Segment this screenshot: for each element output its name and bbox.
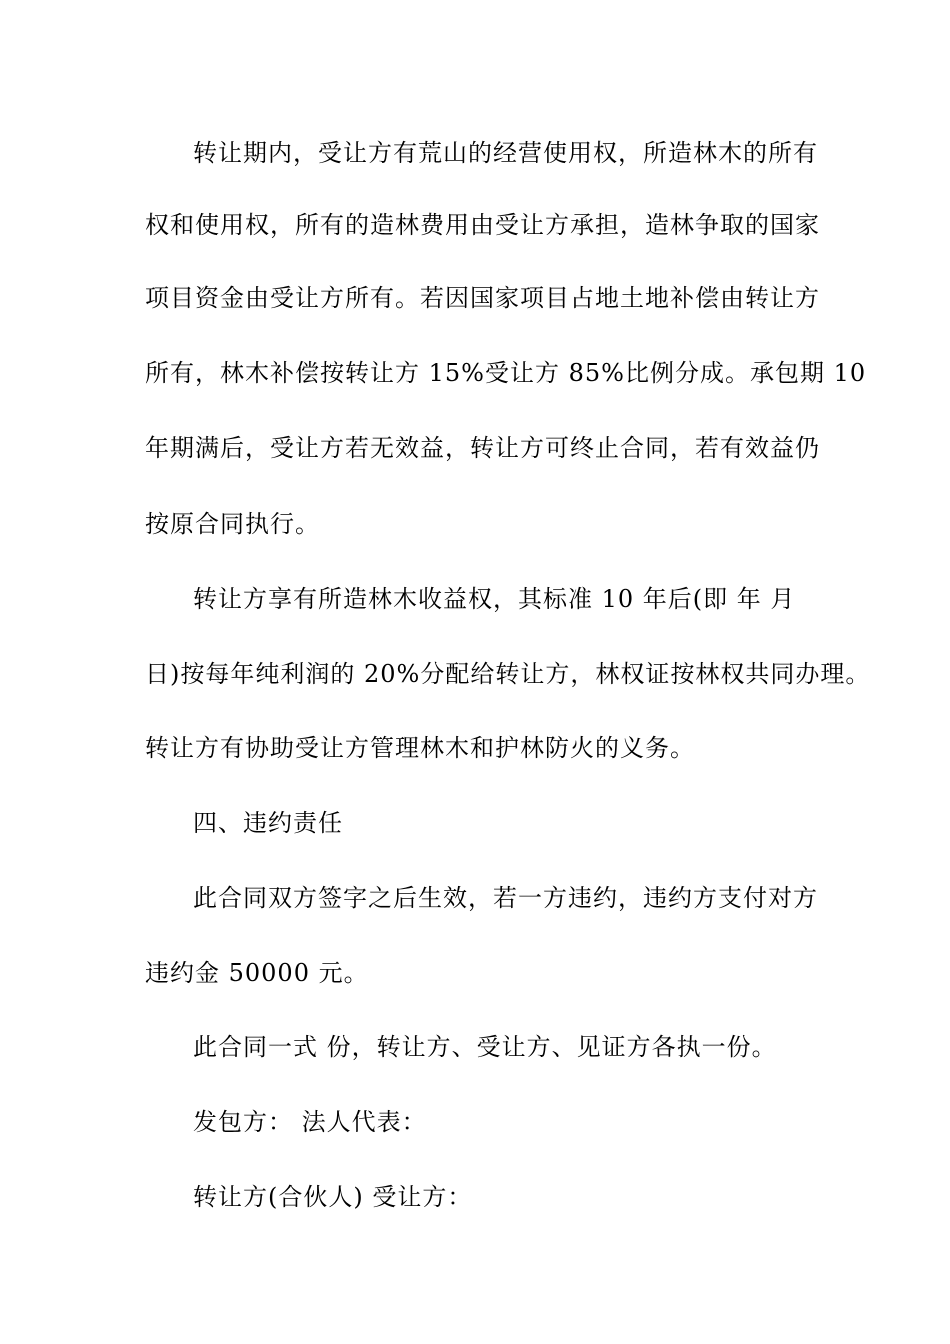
paragraph-line-4: 所有，林木补偿按转让方 15%受让方 85%比例分成。承包期 10 [145, 359, 867, 387]
paragraph-line-6: 按原合同执行。 [145, 510, 320, 538]
paragraph-line-9: 转让方有协助受让方管理林木和护林防火的义务。 [145, 734, 695, 762]
paragraph-line-11: 违约金 50000 元。 [145, 959, 369, 987]
paragraph-line-12: 此合同一式 份，转让方、受让方、见证方各执一份。 [193, 1033, 777, 1061]
signature-line-parties: 转让方(合伙人) 受让方： [193, 1183, 473, 1211]
section-heading-breach: 四、违约责任 [193, 809, 343, 837]
paragraph-line-2: 权和使用权，所有的造林费用由受让方承担，造林争取的国家 [145, 211, 820, 239]
paragraph-line-1: 转让期内，受让方有荒山的经营使用权，所造林木的所有 [193, 139, 818, 167]
paragraph-line-8: 日)按每年纯利润的 20%分配给转让方，林权证按林权共同办理。 [145, 660, 871, 688]
paragraph-line-7: 转让方享有所造林木收益权，其标准 10 年后(即 年 月 [193, 585, 796, 613]
signature-line-contractor: 发包方： 法人代表： [193, 1108, 427, 1136]
paragraph-line-5: 年期满后，受让方若无效益，转让方可终止合同，若有效益仍 [145, 434, 820, 462]
paragraph-line-3: 项目资金由受让方所有。若因国家项目占地土地补偿由转让方 [145, 284, 820, 312]
paragraph-line-10: 此合同双方签字之后生效，若一方违约，违约方支付对方 [193, 884, 818, 912]
